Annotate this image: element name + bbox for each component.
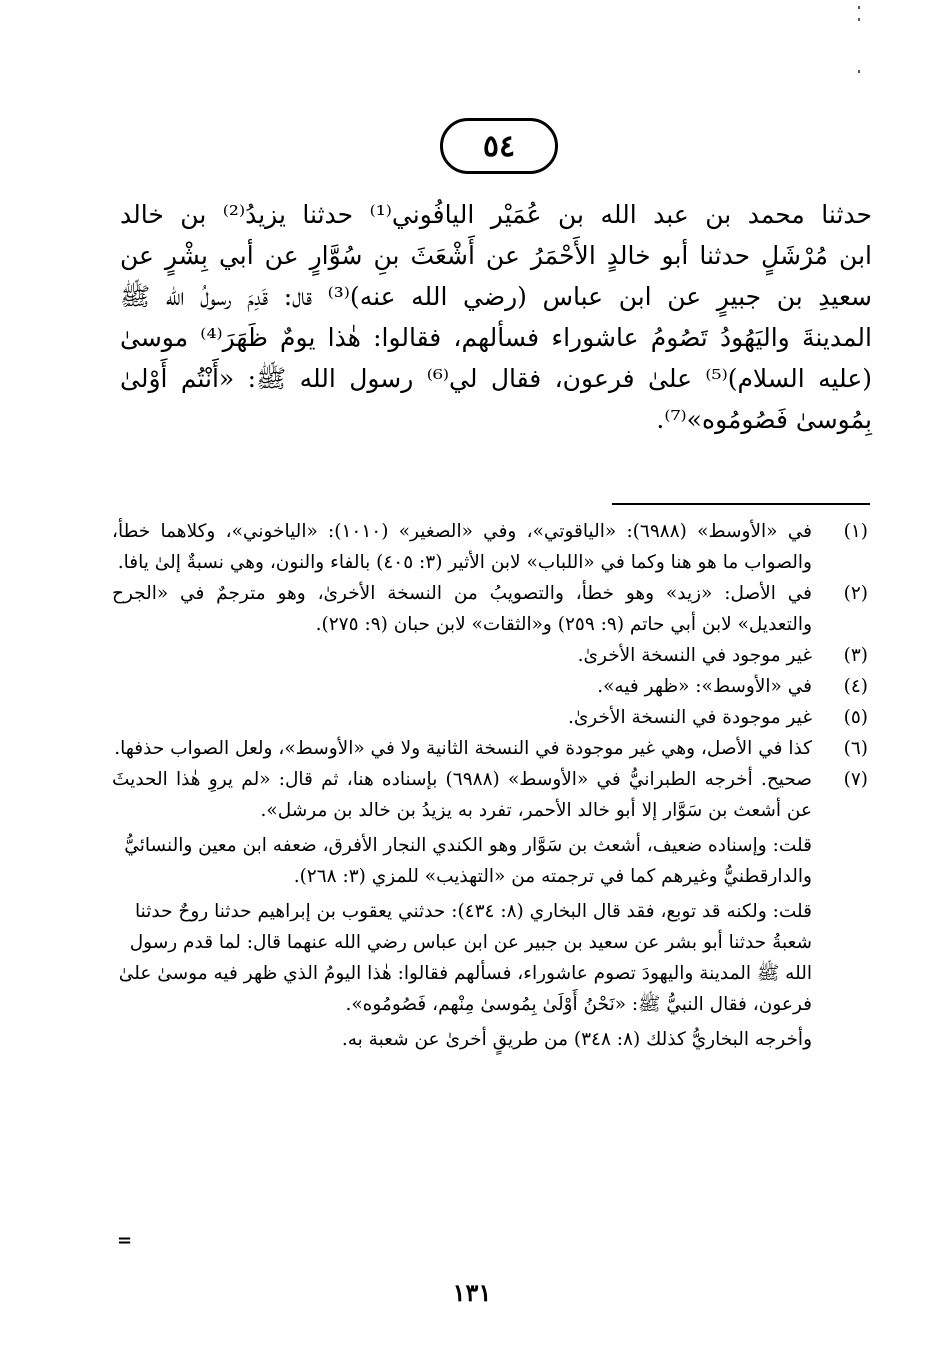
continuation-mark: = [117,1230,133,1251]
hadith-line: بِمُوسىٰ فَصُومُوه»⁽⁷⁾. [656,405,872,434]
footnote-number: (٣) [843,645,868,666]
footnote-text: في «الأوسط» (٦٩٨٨): «الياقوتي»، وفي «الصغير» (١٠١٠): «الياخوني»، وكلاهما خطأ، والصواب ما هو هنا وكما في «اللباب» لابن الأثير (٣: ٤٠٥) بالفاء والنون، وهي نسبةٌ إلىٰ يافا. [112,521,812,573]
footnote-continuation [112,1024,872,1055]
footnote-text: كذا في الأصل، وهي غير موجودة في النسخة الثانية ولا في «الأوسط»، ولعل الصواب حذفها. [114,738,812,759]
footnote-text: غير موجودة في النسخة الأخرىٰ. [567,707,812,728]
footnote-text: صحيح. أخرجه الطبرانيُّ في «الأوسط» (٦٩٨٨) بإسناده هنا، ثم قال: «لم يروِ هٰذا الحديثَ عن أشعث بن سَوَّار إلا أبو خالد الأحمر، تفرد به يزيدُ بن خالد بن مرشل». [112,769,812,821]
footnote-text: في الأصل: «زيد» وهو خطأ، والتصويبُ من النسخة الأخرىٰ، وهو مترجمٌ في «الجرح والتعديل» لابن أبي حاتم (٩: ٢٥٩) و«الثقات» لابن حبان (٩: ٢٧٥). [112,583,812,635]
footnote-number: (٦) [843,738,868,759]
footnote [112,516,872,578]
footnote-continuation [112,830,872,892]
hadith-line: المدينةَ واليَهُودُ تَصُومُ عاشوراء فسألهم، فقالوا: هٰذا يومٌ ظَهَرَ⁽⁴⁾ موسىٰ [120,323,872,352]
footnotes [112,516,872,1055]
hadith-text [120,194,872,440]
footnote-continuation [112,896,872,1020]
hadith-number: ٥٤ [482,128,516,164]
footnote-paragraph: قلت: ولكنه قد توبع، فقد قال البخاري (٨: ٤٣٤): حدثني يعقوب بن إبراهيم حدثنا روحٌ حدثنا شعبةُ حدثنا أبو بشر عن سعيد بن جبير عن ابن عباس رضي الله عنهما قال: لما قدم رسول الله ﷺ المدينة واليهودَ تصوم عاشوراء، فسألهم فقالوا: هٰذا اليومُ الذي ظهر فيه موسىٰ علىٰ فرعون، فقال النبيُّ ﷺ: «نَحْنُ أَوْلَىٰ بِمُوسىٰ مِنْهم، فَصُومُوه». [118,901,812,1015]
footnote-paragraph: وأخرجه البخاريُّ كذلك (٨: ٣٤٨) من طريقٍ أخرىٰ عن شعبة به. [341,1029,812,1050]
hadith-line: سعيدِ بن جبيرٍ عن ابن عباس (رضي الله عنه)⁽³⁾ قال: قَدِمَ رسولُ الله ﷺ [120,282,872,311]
footnote-number: (١) [843,521,868,542]
hadith-line: (عليه السلام)⁽⁵⁾ علىٰ فرعون، فقال لي⁽⁶⁾ رسول الله ﷺ: «أَنْتُم أَوْلىٰ [120,364,872,393]
page-number: ١٣١ [452,1278,492,1307]
hadith-number-badge [440,118,558,174]
footnote-text: غير موجود في النسخة الأخرىٰ. [577,645,812,666]
footnote [112,764,872,826]
hadith-line: ابن مُرْشَلٍ حدثنا أبو خالدٍ الأَحْمَرُ عن أَشْعَثَ بنِ سُوَّارٍ عن أبي بِشْرٍ عن [120,241,872,270]
footnote-number: (٤) [843,676,868,697]
scan-artifact [858,0,862,90]
footnote [112,671,872,702]
footnote-number: (٥) [843,707,868,728]
footnote [112,640,872,671]
hadith-line: حدثنا محمد بن عبد الله بن عُمَيْر اليافُوني⁽¹⁾ حدثنا يزيدُ⁽²⁾ بن خالد [120,200,872,229]
footnote [112,702,872,733]
footnote-number: (٢) [843,583,868,604]
footnote-separator [612,503,870,505]
footnote-paragraph: قلت: وإسناده ضعيف، أشعث بن سَوَّار وهو الكندي النجار الأفرق، ضعفه ابن معين والنسائيُّ والدارقطنيُّ وغيرهم كما في ترجمته من «التهذيب» للمزي (٣: ٢٦٨). [124,835,812,887]
footnote-number: (٧) [843,769,868,790]
footnote-text: في «الأوسط»: «ظهر فيه». [597,676,812,697]
footnote [112,578,872,640]
footnote [112,733,872,764]
